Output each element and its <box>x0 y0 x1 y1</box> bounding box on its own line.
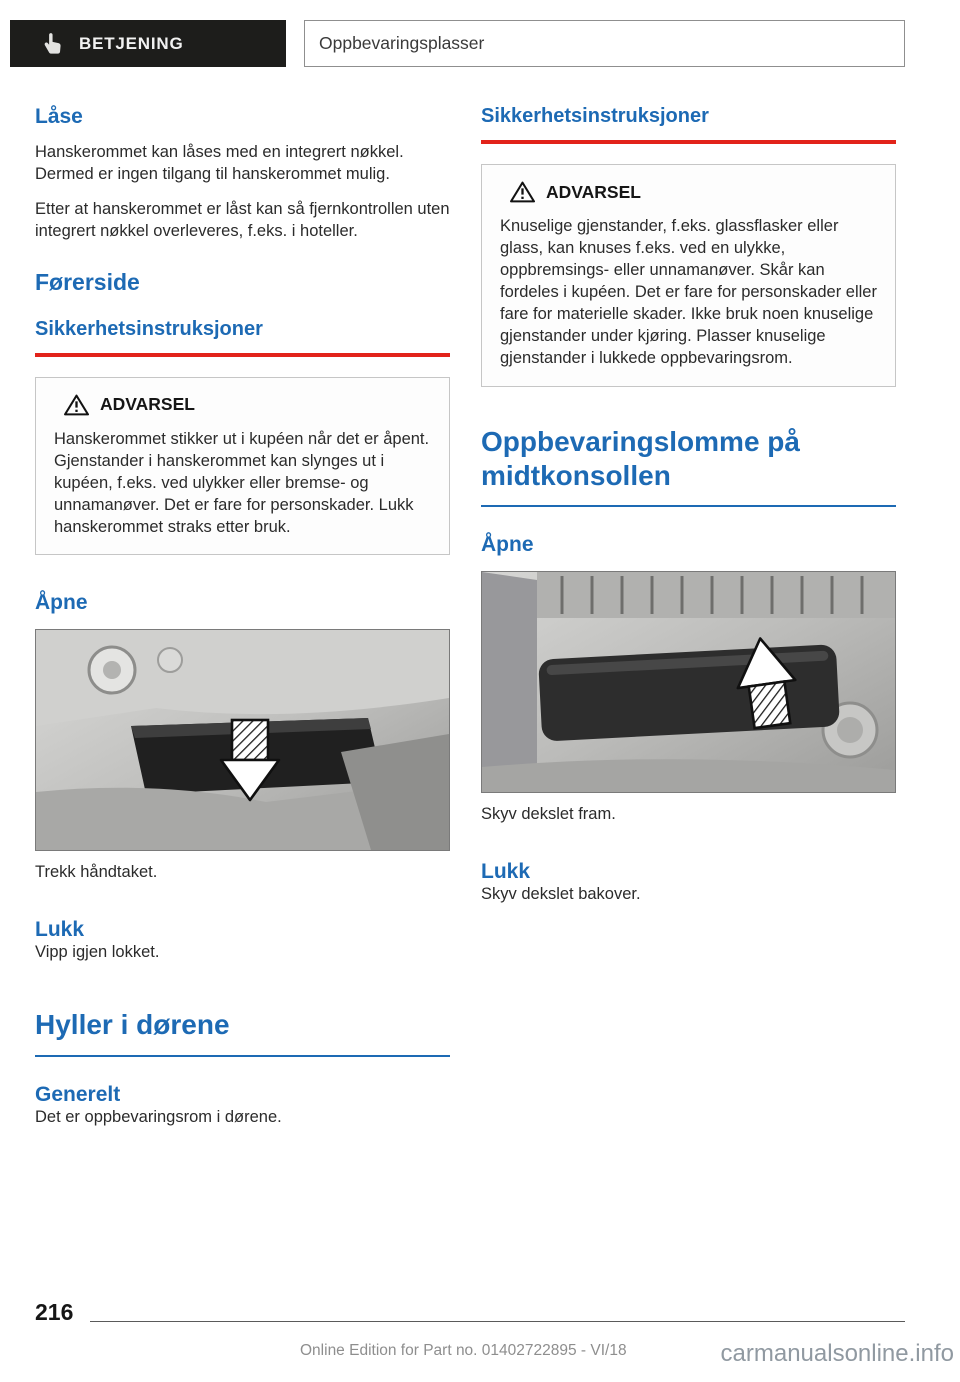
section-label: BETJENING <box>79 33 184 53</box>
paragraph: Skyv dekslet bakover. <box>481 884 641 903</box>
page-title: Oppbevaringsplasser <box>319 33 485 53</box>
warning-text: Hanskerommet stikker ut i kupéen når det er åpent. Gjenstander i hanskerommet kan slynges ut i kupéen, f.eks. ved ulykker eller bremse- og unnamanøver. Det er fare for personskader. Lukk hanskerommet straks etter bruk. <box>54 429 430 536</box>
footer-rule <box>90 1321 905 1322</box>
page-title-box <box>304 20 905 67</box>
left-column <box>35 105 450 1141</box>
watermark: carmanualsonline.info <box>720 1340 954 1367</box>
safety-red-rule <box>35 353 450 357</box>
warning-triangle-icon <box>510 181 535 203</box>
paragraph: Hanskerommet kan låses med en integrert nøkkel. Dermed er ingen tilgang til hanskerommet mulig. <box>35 143 404 183</box>
photo-caption: Trekk håndtaket. <box>35 863 158 882</box>
heading-lase: Låse <box>35 105 83 128</box>
paragraph: Etter at hanskerommet er låst kan så fjernkontrollen uten integrert nøkkel overleveres, f.eks. i hoteller. <box>35 199 450 240</box>
glovebox-photo <box>35 629 450 851</box>
content-columns <box>35 105 905 1141</box>
paragraph: Vipp igjen lokket. <box>35 943 160 962</box>
heading-safety-left: Sikkerhetsinstruksjoner <box>35 317 263 340</box>
warning-label: ADVARSEL <box>100 394 195 415</box>
pointing-hand-icon <box>40 31 66 57</box>
edition-note: Online Edition for Part no. 01402722895 - VI/18 <box>300 1342 627 1359</box>
warning-header <box>500 181 877 203</box>
warning-label: ADVARSEL <box>546 181 641 202</box>
heading-oppbevaringslomme: Oppbevaringslomme på midtkonsollen <box>481 425 896 507</box>
heading-hyller: Hyller i dørene <box>35 1008 450 1056</box>
safety-red-rule <box>481 140 896 144</box>
warning-header <box>54 394 431 416</box>
heading-forerside: Førerside <box>35 268 140 295</box>
page-number: 216 <box>35 1299 74 1325</box>
section-tab <box>10 20 286 67</box>
heading-apne-right: Åpne <box>481 532 534 556</box>
warning-box <box>481 164 896 387</box>
heading-apne-left: Åpne <box>35 591 88 615</box>
heading-lukk-left: Lukk <box>35 918 85 942</box>
heading-safety-right: Sikkerhetsinstruksjoner <box>481 105 709 127</box>
right-column <box>481 105 896 1141</box>
page-header <box>10 20 905 67</box>
heading-generelt: Generelt <box>35 1082 121 1106</box>
warning-text: Knuselige gjenstander, f.eks. glassflasker eller glass, kan knuses f.eks. ved en ulykke, oppbremsings- eller unnamanøver. Skår kan fordeles i kupéen. Det er fare for personskader eller fare for materielle skader. Ikke bruk noen knuselige gjenstander under kjøring. Plasser knuselige gjenstander i lukkede oppbevaringsrom. <box>500 217 877 367</box>
center-console-photo <box>481 571 896 793</box>
heading-lukk-right: Lukk <box>481 859 531 883</box>
photo-caption: Skyv dekslet fram. <box>481 804 616 823</box>
warning-triangle-icon <box>64 394 89 416</box>
warning-box <box>35 377 450 556</box>
paragraph: Det er oppbevaringsrom i dørene. <box>35 1107 282 1126</box>
